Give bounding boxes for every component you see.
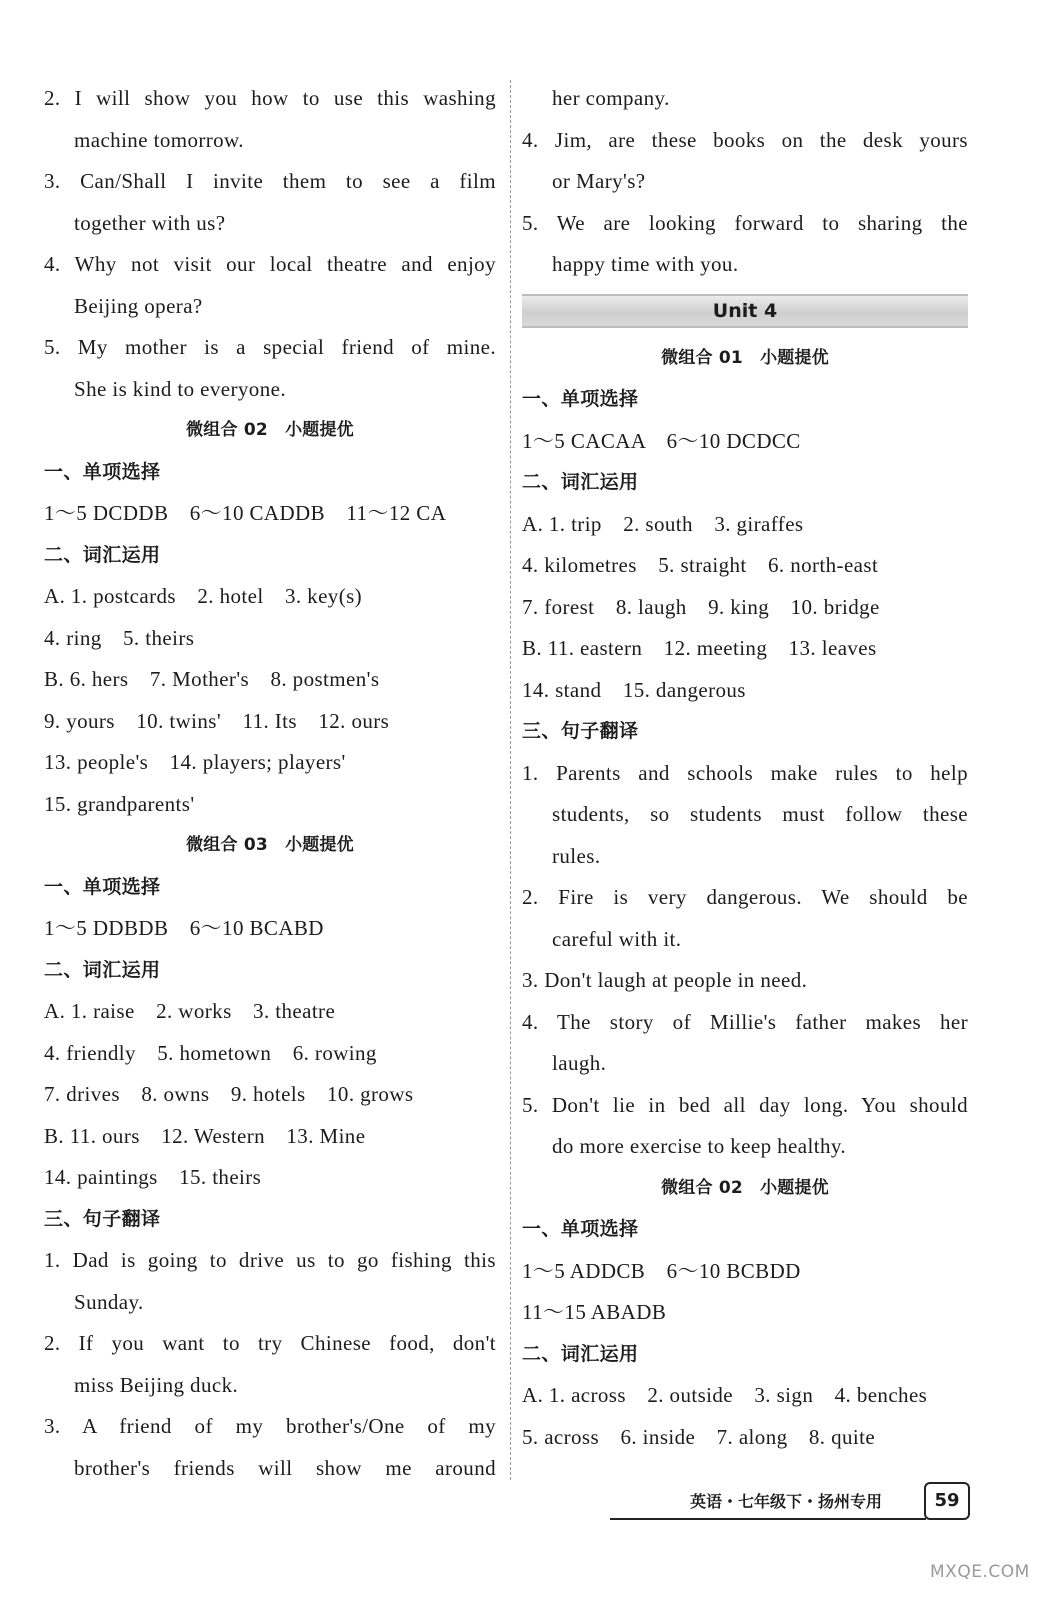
answer-line: 4. kilometres 5. straight 6. north-east bbox=[522, 553, 879, 577]
answer-line: 4. The story of Millie's father makes her bbox=[522, 1009, 968, 1034]
unit-banner: Unit 4 bbox=[522, 294, 968, 328]
answer-line: 4. Why not visit our local theatre and enjoy bbox=[44, 252, 496, 276]
answer-line: B. 11. eastern 12. meeting 13. leaves bbox=[522, 636, 877, 660]
answer-line: A. 1. postcards 2. hotel 3. key(s) bbox=[44, 584, 363, 608]
subsection-heading: 微组合 02 小题提优 bbox=[661, 1177, 829, 1198]
answer-line: 5. We are looking forward to sharing the bbox=[522, 210, 968, 235]
section-heading: 一、单项选择 bbox=[522, 1218, 639, 1240]
answer-line: do more exercise to keep healthy. bbox=[552, 1134, 847, 1158]
answer-line: 9. yours 10. twins' 11. Its 12. ours bbox=[44, 708, 390, 733]
answer-line: 1. Parents and schools make rules to help bbox=[522, 760, 968, 785]
answer-line: brother's friends will show me around bbox=[74, 1455, 496, 1480]
right-top-block bbox=[522, 78, 968, 286]
answer-line: 3. Can/Shall I invite them to see a film bbox=[44, 169, 496, 193]
subsection-heading: 微组合 01 小题提优 bbox=[661, 347, 829, 368]
answer-line: careful with it. bbox=[552, 926, 682, 951]
answer-line: 1～5 CACAA 6～10 DCDCC bbox=[522, 428, 801, 453]
answer-line: 4. friendly 5. hometown 6. rowing bbox=[44, 1040, 377, 1065]
answer-line: together with us? bbox=[74, 210, 226, 235]
section-heading: 三、句子翻译 bbox=[44, 1207, 161, 1230]
answer-line: 4. Jim, are these books on the desk yours bbox=[522, 127, 968, 152]
answer-line: 5. Don't lie in bed all day long. You should bbox=[522, 1092, 968, 1117]
answer-line: She is kind to everyone. bbox=[74, 376, 286, 401]
subsection-heading: 微组合 03 小题提优 bbox=[186, 835, 354, 855]
section-heading: 一、单项选择 bbox=[44, 875, 161, 898]
answer-line: 3. A friend of my brother's/One of my bbox=[44, 1414, 496, 1438]
answer-line: or Mary's? bbox=[552, 169, 646, 193]
answer-line: laugh. bbox=[552, 1051, 607, 1075]
answer-line: 14. paintings 15. theirs bbox=[44, 1165, 262, 1189]
left-column bbox=[44, 78, 496, 1489]
answer-line: 4. ring 5. theirs bbox=[44, 625, 195, 650]
subsection-heading: 微组合 02 小题提优 bbox=[186, 420, 354, 440]
answer-line: 1～5 ADDCB 6～10 BCBDD bbox=[522, 1258, 801, 1283]
answer-line: 11～15 ABADB bbox=[522, 1300, 667, 1324]
answer-line: A. 1. across 2. outside 3. sign 4. benches bbox=[522, 1383, 928, 1407]
answer-line: 7. drives 8. owns 9. hotels 10. grows bbox=[44, 1082, 414, 1106]
answer-line: B. 11. ours 12. Western 13. Mine bbox=[44, 1123, 366, 1148]
section-heading: 一、单项选择 bbox=[44, 460, 161, 483]
answer-line: 5. My mother is a special friend of mine. bbox=[44, 335, 496, 359]
answer-line: 1～5 DDBDB 6～10 BCABD bbox=[44, 916, 324, 940]
answer-line: A. 1. raise 2. works 3. theatre bbox=[44, 999, 336, 1023]
answer-line: 1. Dad is going to drive us to go fishing this bbox=[44, 1248, 496, 1272]
answer-line: happy time with you. bbox=[552, 252, 739, 276]
right-column bbox=[522, 78, 968, 1458]
section-heading: 二、词汇运用 bbox=[44, 543, 161, 566]
answer-line: B. 6. hers 7. Mother's 8. postmen's bbox=[44, 667, 380, 691]
section-heading: 三、句子翻译 bbox=[522, 720, 639, 742]
answer-line: rules. bbox=[552, 843, 601, 868]
answer-line: 13. people's 14. players; players' bbox=[44, 750, 346, 774]
answer-line: 14. stand 15. dangerous bbox=[522, 677, 746, 702]
watermark: MXQE.COM bbox=[930, 1562, 1030, 1582]
section-heading: 二、词汇运用 bbox=[44, 958, 161, 981]
answer-line: 5. across 6. inside 7. along 8. quite bbox=[522, 1424, 876, 1449]
section-heading: 二、词汇运用 bbox=[522, 471, 639, 493]
answer-line: 2. If you want to try Chinese food, don't bbox=[44, 1331, 496, 1355]
section-heading: 一、单项选择 bbox=[522, 388, 639, 410]
answer-line: 15. grandparents' bbox=[44, 791, 195, 816]
answer-line: 2. I will show you how to use this washing bbox=[44, 86, 496, 110]
answer-line: Beijing opera? bbox=[74, 293, 203, 318]
answer-line: her company. bbox=[552, 86, 670, 110]
column-divider bbox=[510, 80, 511, 1480]
page-number: 59 bbox=[924, 1482, 970, 1520]
answer-line: machine tomorrow. bbox=[74, 127, 244, 152]
answer-line: 3. Don't laugh at people in need. bbox=[522, 968, 808, 992]
answer-line: Sunday. bbox=[74, 1289, 144, 1314]
answer-line: 7. forest 8. laugh 9. king 10. bridge bbox=[522, 594, 880, 619]
footer-book-title: 英语・七年级下・扬州专用 bbox=[610, 1484, 926, 1520]
answer-line: miss Beijing duck. bbox=[74, 1372, 239, 1397]
answer-line: 2. Fire is very dangerous. We should be bbox=[522, 885, 968, 909]
section-heading: 二、词汇运用 bbox=[522, 1342, 639, 1365]
answer-line: 1～5 DCDDB 6～10 CADDB 11～12 CA bbox=[44, 501, 447, 525]
answer-line: A. 1. trip 2. south 3. giraffes bbox=[522, 511, 804, 536]
right-bottom-block bbox=[522, 338, 968, 1459]
answer-line: students, so students must follow these bbox=[552, 802, 968, 826]
